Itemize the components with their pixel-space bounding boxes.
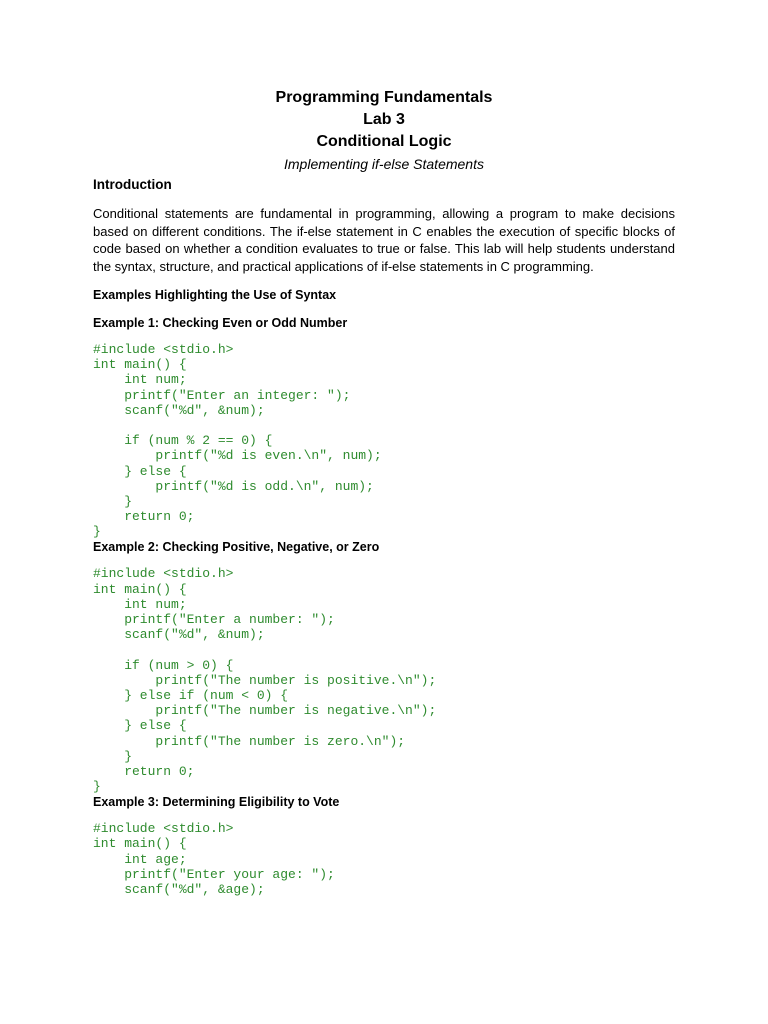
- code-line: }: [93, 524, 101, 540]
- code-line: } else {: [93, 718, 187, 734]
- code-line: scanf("%d", &num);: [93, 402, 265, 418]
- code-line: #include <stdio.h>: [93, 821, 234, 837]
- code-line: printf("The number is zero.\n");: [93, 733, 406, 749]
- example-1-heading: Example 1: Checking Even or Odd Number: [93, 316, 348, 330]
- code-line: printf("The number is negative.\n");: [93, 703, 437, 719]
- code-line: printf("%d is odd.\n", num);: [93, 478, 374, 494]
- code-line: int main() {: [93, 836, 187, 852]
- code-line: if (num % 2 == 0) {: [93, 433, 273, 449]
- code-line: }: [93, 748, 133, 764]
- document-page: [93, 87, 675, 897]
- code-line: }: [93, 493, 133, 509]
- code-line: int main() {: [93, 581, 187, 597]
- code-line: [93, 642, 675, 657]
- code-line: printf("Enter your age: ");: [93, 866, 335, 882]
- code-line: printf("%d is even.\n", num);: [93, 448, 382, 464]
- code-line: printf("Enter a number: ");: [93, 612, 335, 627]
- code-line: } else {: [93, 463, 187, 479]
- example-3-code-block: [93, 821, 675, 897]
- code-line: if (num > 0) {: [93, 657, 234, 673]
- code-line: return 0;: [93, 763, 195, 779]
- code-line: scanf("%d", &age);: [93, 882, 265, 897]
- code-line: #include <stdio.h>: [93, 566, 234, 582]
- introduction-paragraph: Conditional statements are fundamental in programming, allowing a program to make decisions based on different conditions. The if-else statement in C enables the execution of specific blocks of code based on whether a condition evaluates to true or false. This lab will help students understand the syntax, structure, and practical applications of if-else statements in C programming.: [93, 206, 675, 274]
- code-line: int num;: [93, 372, 187, 388]
- code-line: } else if (num < 0) {: [93, 687, 289, 703]
- code-line: scanf("%d", &num);: [93, 627, 265, 643]
- examples-heading: Examples Highlighting the Use of Syntax: [93, 288, 337, 302]
- code-line: }: [93, 779, 101, 795]
- code-line: printf("The number is positive.\n");: [93, 672, 437, 688]
- code-line: int age;: [93, 851, 187, 867]
- example-1-code-block: [93, 342, 675, 539]
- title-topic: Conditional Logic: [316, 133, 452, 150]
- code-line: int main() {: [93, 357, 187, 373]
- example-2-heading: Example 2: Checking Positive, Negative, or Zero: [93, 540, 380, 555]
- code-line: return 0;: [93, 509, 195, 525]
- title-lab-number: Lab 3: [363, 111, 405, 128]
- code-line: int num;: [93, 596, 187, 612]
- example-2-code-block: [93, 566, 675, 794]
- code-line: #include <stdio.h>: [93, 342, 234, 357]
- subtitle: Implementing if-else Statements: [284, 156, 484, 172]
- introduction-heading: Introduction: [93, 177, 172, 192]
- code-line: printf("Enter an integer: ");: [93, 387, 351, 403]
- code-line: [93, 418, 675, 433]
- title-course: Programming Fundamentals: [275, 89, 493, 106]
- example-3-heading: Example 3: Determining Eligibility to Vote: [93, 795, 340, 810]
